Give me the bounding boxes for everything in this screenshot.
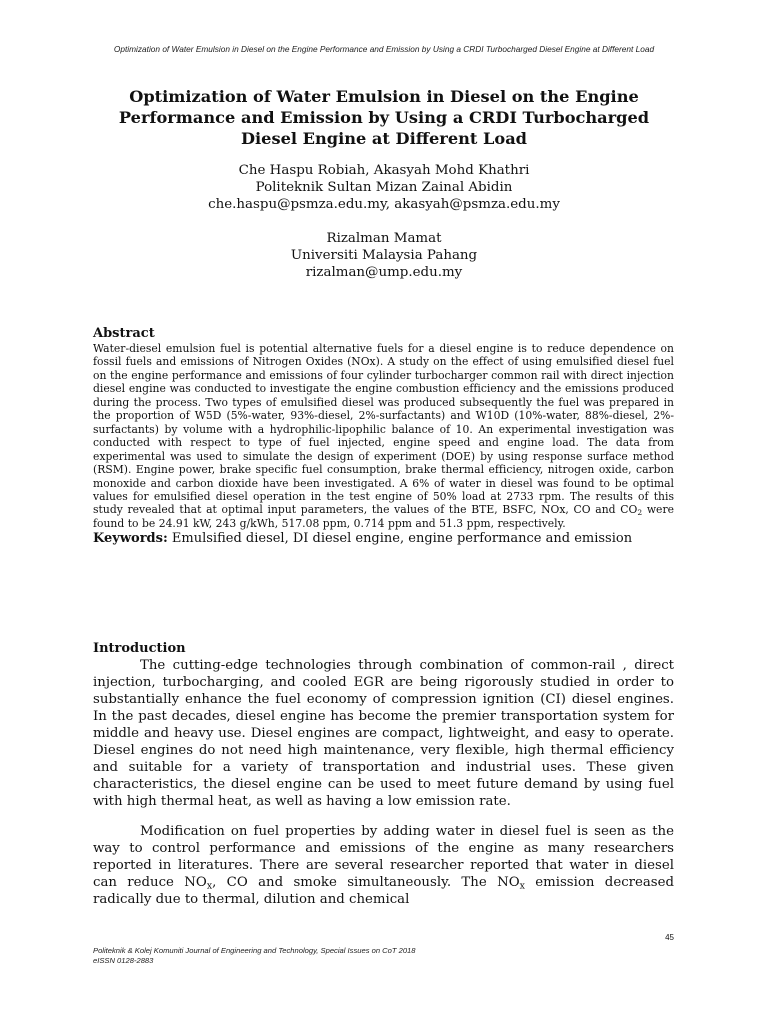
- intro-p2-part-2: , CO and smoke simultaneously. The NO: [212, 875, 520, 890]
- co2-subscript: 2: [637, 508, 643, 518]
- intro-p2-part-3: emission decreased radically due to thermal, dilution and chemical: [93, 875, 674, 907]
- nox-subscript: x: [206, 880, 213, 892]
- introduction-section: [93, 640, 674, 908]
- abstract-section: [93, 325, 674, 547]
- intro-paragraph-1: The cutting-edge technologies through combination of common-rail , direct injection, turbocharging, and cooled EGR are being rigorously studied in order to substantially enhance the fuel economy of compression ignition (CI) diesel engines. In the past decades, diesel engine has become the premier transportation system for middle and heavy use. Diesel engines are compact, lightweight, and easy to operate. Diesel engines do not need high maintenance, very flexible, high thermal efficiency and suitable for a variety of transportation and industrial uses. These given characteristics, the diesel engine can be used to meet future demand by using fuel with high thermal heat, as well as having a low emission rate.: [93, 658, 674, 809]
- footer-journal: Politeknik & Kolej Komuniti Journal of Engineering and Technology, Special Issues on CoT 2018: [93, 946, 416, 955]
- abstract-text-main: Water-diesel emulsion fuel is potential alternative fuels for a diesel engine is to reduce dependence on fossil fuels and emissions of Nitrogen Oxides (NOx). A study on the effect of using emulsified diesel fuel on the engine performance and emissions of four cylinder turbocharger common rail with direct injection diesel engine was conducted to investigate the engine combustion efficiency and the emissions produced during the process. Two types of emulsified diesel was produced subsequently the fuel was prepared in the proportion of W5D (5%-water, 93%-diesel, 2%-surfactants) and W10D (10%-water, 88%-diesel, 2%-surfactants) by volume with a hydrophilic-lipophilic balance of 10. An experimental investigation was conducted with respect to type of fuel injected, engine speed and engine load. The data from experimental was used to simulate the design of experiment (DOE) by using response surface method (RSM). Engine power, brake specific fuel consumption, brake thermal efficiency, nitrogen oxide, carbon monoxide and carbon dioxide have been investigated. A 6% of water in diesel was found to be optimal values for emulsified diesel operation in the test engine of 50% load at 2733 rpm. The results of this study revealed that at optimal input parameters, the values of the BTE, BSFC, NOx, CO and CO: [93, 342, 674, 517]
- author-group-1: [80, 162, 688, 213]
- intro-p2-part-1: Modification on fuel properties by adding water in diesel fuel is seen as the way to control performance and emissions of the engine as many researchers reported in literatures. There are several researcher reported that water in diesel can reduce NO: [93, 824, 674, 890]
- abstract-text-end: were found to be 24.91 kW, 243 g/kWh, 517.08 ppm, 0.714 ppm and 51.3 ppm, respectively.: [93, 503, 674, 530]
- keywords-text: Emulsified diesel, DI diesel engine, engine performance and emission: [167, 531, 633, 547]
- title-line-2: Performance and Emission by Using a CRDI Turbocharged: [118, 108, 650, 127]
- footer-issn: eISSN 0128-2883: [93, 956, 154, 965]
- author-group-2: [80, 230, 688, 281]
- author-email: che.haspu@psmza.edu.my, akasyah@psmza.edu.my: [208, 197, 560, 212]
- title-line-1: Optimization of Water Emulsion in Diesel on the Engine: [129, 87, 639, 106]
- author-affiliation: Politeknik Sultan Mizan Zainal Abidin: [255, 180, 513, 195]
- title-line-3: Diesel Engine at Different Load: [240, 129, 528, 148]
- page-number: 45: [665, 933, 674, 942]
- nox-subscript: x: [519, 880, 525, 892]
- keywords: [93, 530, 674, 547]
- author-email: rizalman@ump.edu.my: [305, 265, 463, 280]
- running-header: Optimization of Water Emulsion in Diesel on the Engine Performance and Emission by Using a CRDI Turbocharged Diesel Engine at Different Load: [113, 44, 655, 54]
- abstract-heading: Abstract: [93, 326, 155, 341]
- intro-paragraph-2: [93, 823, 674, 908]
- page-footer: [93, 946, 416, 966]
- paper-title: [80, 86, 688, 149]
- author-names: Che Haspu Robiah, Akasyah Mohd Khathri: [238, 163, 530, 178]
- author-affiliation: Universiti Malaysia Pahang: [290, 248, 478, 263]
- abstract-text: [93, 342, 674, 530]
- keywords-label: Keywords:: [93, 531, 168, 547]
- author-names: Rizalman Mamat: [326, 231, 442, 246]
- introduction-heading: Introduction: [93, 641, 186, 656]
